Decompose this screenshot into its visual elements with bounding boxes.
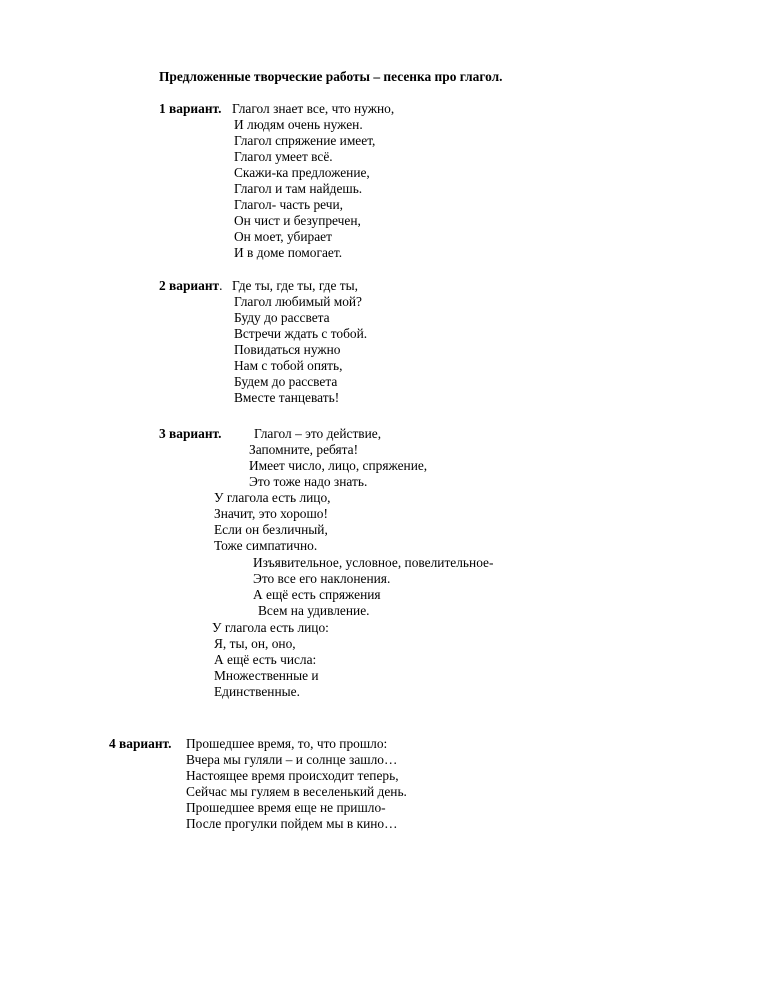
variant-3-line: Это тоже надо знать. xyxy=(249,474,368,489)
variant-3-line: Значит, это хорошо! xyxy=(214,506,328,521)
variant-3-line: А ещё есть числа: xyxy=(214,652,317,667)
variant-1-line: Глагол и там найдешь. xyxy=(234,181,363,196)
page-title: Предложенные творческие работы – песенка про глагол. xyxy=(159,69,503,84)
variant-1-line: Скажи-ка предложение, xyxy=(234,165,370,180)
variant-2-line: Вместе танцевать! xyxy=(234,390,340,405)
variant-4-line: Прошедшее время еще не пришло- xyxy=(186,800,386,815)
variant-4-line: Сейчас мы гуляем в веселенький день. xyxy=(186,784,407,799)
variant-3-label: 3 вариант. xyxy=(159,426,222,441)
variant-3-line: У глагола есть лицо, xyxy=(214,490,331,505)
variant-4-line: Настоящее время происходит теперь, xyxy=(186,768,399,783)
variant-2-line: Буду до рассвета xyxy=(234,310,330,325)
variant-3-line: У глагола есть лицо: xyxy=(212,620,329,635)
variant-1-line: Глагол умеет всё. xyxy=(234,149,333,164)
variant-2-heading xyxy=(159,278,222,294)
variant-2-label-dot: . xyxy=(219,278,223,293)
variant-3-line: Всем на удивление. xyxy=(258,603,370,618)
variant-1-line: И в доме помогает. xyxy=(234,245,343,260)
variant-4-line: После прогулки пойдем мы в кино… xyxy=(186,816,398,831)
variant-1-line: Глагол спряжение имеет, xyxy=(234,133,376,148)
variant-1-label: 1 вариант. xyxy=(159,101,222,116)
variant-2-line: Где ты, где ты, где ты, xyxy=(232,278,358,293)
variant-3-line: Запомните, ребята! xyxy=(249,442,359,457)
variant-3-line: Если он безличный, xyxy=(214,522,328,537)
variant-2-line: Повидаться нужно xyxy=(234,342,341,357)
variant-2-line: Глагол любимый мой? xyxy=(234,294,362,309)
variant-4-label: 4 вариант. xyxy=(109,736,172,751)
variant-4-line: Прошедшее время, то, что прошло: xyxy=(186,736,388,751)
variant-1-line: Глагол- часть речи, xyxy=(234,197,344,212)
variant-3-line: Я, ты, он, оно, xyxy=(214,636,296,651)
variant-1-line: Глагол знает все, что нужно, xyxy=(232,101,395,116)
variant-4-line: Вчера мы гуляли – и солнце зашло… xyxy=(186,752,398,767)
variant-3-line: А ещё есть спряжения xyxy=(253,587,381,602)
variant-3-line: Изъявительное, условное, повелительное- xyxy=(253,555,494,570)
variant-2-line: Нам с тобой опять, xyxy=(234,358,343,373)
variant-3-line: Глагол – это действие, xyxy=(254,426,382,441)
variant-3-line: Это все его наклонения. xyxy=(253,571,391,586)
variant-1-line: Он моет, убирает xyxy=(234,229,332,244)
variant-1-line: Он чист и безупречен, xyxy=(234,213,361,228)
variant-3-line: Имеет число, лицо, спряжение, xyxy=(249,458,428,473)
variant-1-line: И людям очень нужен. xyxy=(234,117,363,132)
variant-3-line: Единственные. xyxy=(214,684,300,699)
variant-2-line: Встречи ждать с тобой. xyxy=(234,326,368,341)
variant-2-line: Будем до рассвета xyxy=(234,374,338,389)
variant-3-line: Множественные и xyxy=(214,668,319,683)
variant-3-line: Тоже симпатично. xyxy=(214,538,318,553)
variant-2-label: 2 вариант xyxy=(159,278,220,293)
